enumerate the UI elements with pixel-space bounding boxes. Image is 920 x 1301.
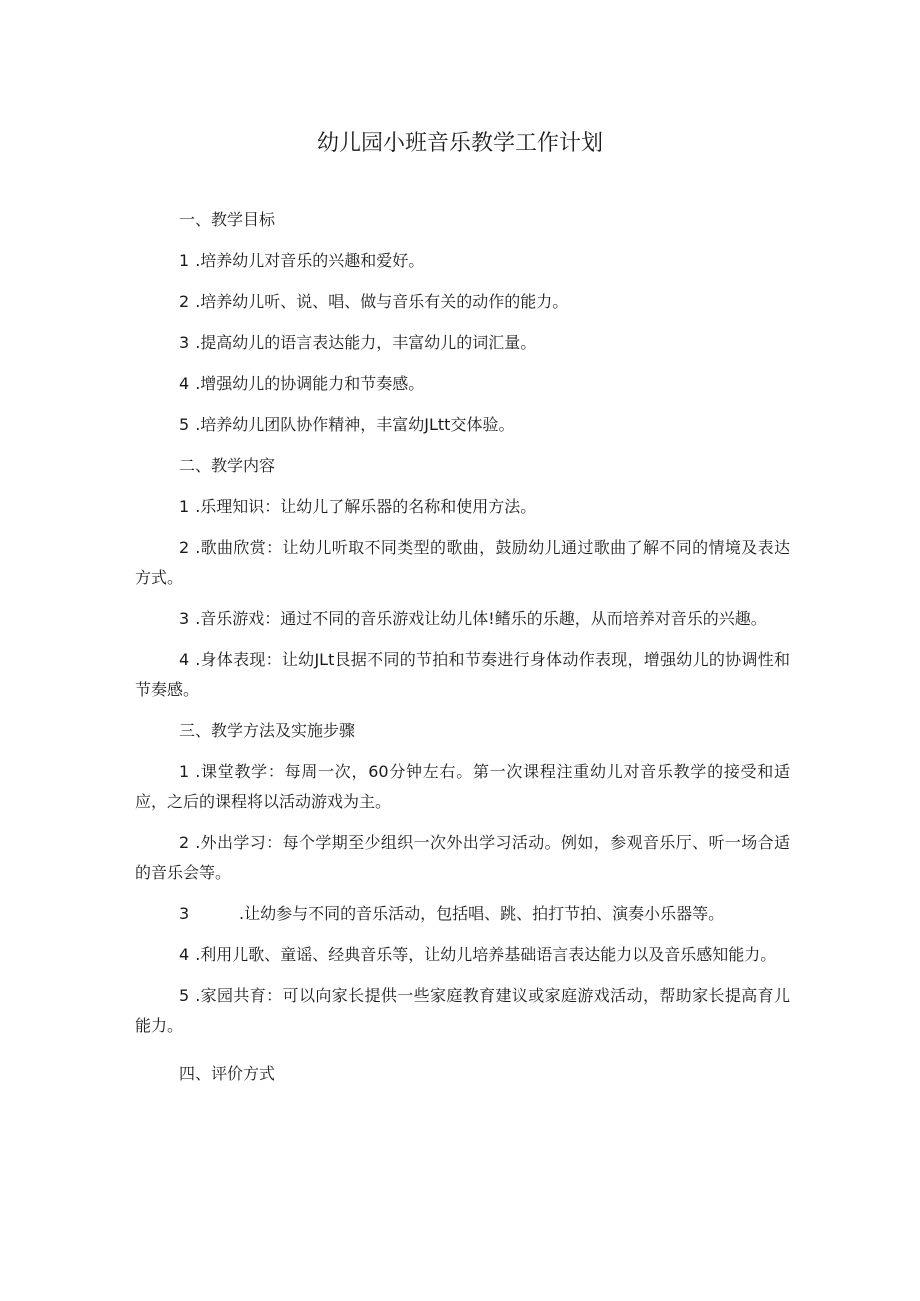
item-text: .培养幼儿团队协作精神，丰富幼JLtt交体验。 <box>195 415 515 434</box>
list-item <box>135 645 790 705</box>
section-heading-evaluation: 四、评价方式 <box>179 1064 276 1083</box>
item-number: 1 <box>179 497 190 516</box>
item-text: .乐理知识：让幼儿了解乐器的名称和使用方法。 <box>195 497 537 516</box>
list-item <box>135 828 790 888</box>
item-number: 3 <box>179 904 190 923</box>
document-title: 幼儿园小班音乐教学工作计划 <box>316 131 603 156</box>
item-number: 2 <box>179 292 190 311</box>
item-text: .利用儿歌、童谣、经典音乐等，让幼儿培养基础语言表达能力以及音乐感知能力。 <box>195 945 777 964</box>
item-number: 5 <box>179 986 190 1005</box>
item-number: 2 <box>179 538 190 557</box>
section-heading-goals: 一、教学目标 <box>179 210 276 229</box>
section-heading-content: 二、教学内容 <box>179 456 276 475</box>
item-text: .让幼参与不同的音乐活动，包括唱、跳、拍打节拍、演奏小乐器等。 <box>239 904 725 923</box>
item-number: 4 <box>179 945 190 964</box>
item-text: .培养幼儿听、说、唱、做与音乐有关的动作的能力。 <box>195 292 569 311</box>
list-item <box>135 940 790 970</box>
item-text: .增强幼儿的协调能力和节奏感。 <box>195 374 425 393</box>
list-item <box>135 981 790 1041</box>
item-text: .音乐游戏：通过不同的音乐游戏让幼儿体!鳍乐的乐趣，从而培养对音乐的兴趣。 <box>195 609 767 628</box>
list-item <box>135 899 790 929</box>
list-item <box>135 369 790 399</box>
section-heading-methods: 三、教学方法及实施步骤 <box>179 721 356 740</box>
list-item <box>135 246 790 276</box>
item-text: .培养幼儿对音乐的兴趣和爱好。 <box>195 251 425 270</box>
list-item <box>135 533 790 593</box>
list-item <box>135 410 790 440</box>
item-text: .身体表现：让幼JLt艮据不同的节拍和节奏进行身体动作表现，增强幼儿的协调性和节奏感。 <box>135 650 790 699</box>
item-text: .家园共育：可以向家长提供一些家庭教育建议或家庭游戏活动，帮助家长提高育儿能力。 <box>135 986 790 1035</box>
item-number: 2 <box>179 833 190 852</box>
list-item <box>135 757 790 817</box>
item-number: 4 <box>179 650 190 669</box>
item-number: 1 <box>179 251 190 270</box>
item-number: 3 <box>179 333 190 352</box>
item-text: .提高幼儿的语言表达能力，丰富幼儿的词汇量。 <box>195 333 537 352</box>
item-number: 5 <box>179 415 190 434</box>
document-body <box>135 205 790 1100</box>
item-text: .歌曲欣赏：让幼儿听取不同类型的歌曲，鼓励幼儿通过歌曲了解不同的情境及表达方式。 <box>135 538 790 587</box>
item-number: 1 <box>179 762 190 781</box>
list-item <box>135 492 790 522</box>
item-number: 4 <box>179 374 190 393</box>
item-text: .外出学习：每个学期至少组织一次外出学习活动。例如，参观音乐厅、听一场合适的音乐会等。 <box>135 833 790 882</box>
item-number: 3 <box>179 609 190 628</box>
list-item <box>135 604 790 634</box>
item-text: .课堂教学：每周一次，60分钟左右。第一次课程注重幼儿对音乐教学的接受和适应，之后的课程将以活动游戏为主。 <box>135 762 790 811</box>
list-item <box>135 287 790 317</box>
list-item <box>135 328 790 358</box>
